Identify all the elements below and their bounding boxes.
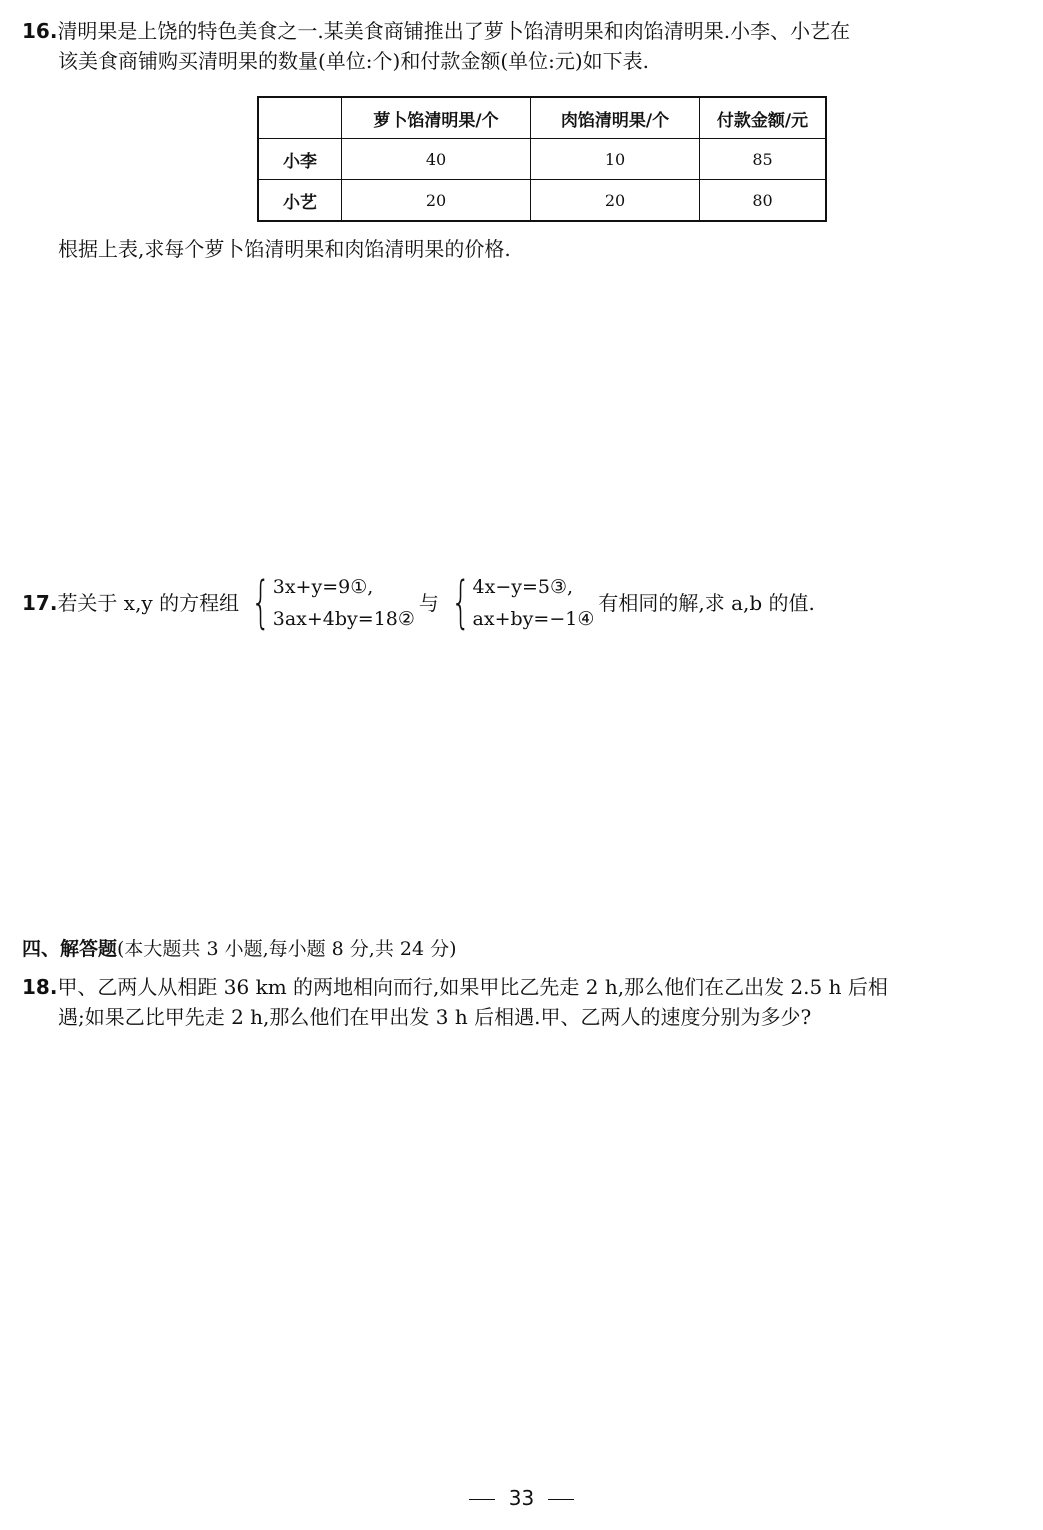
equation-1: 3x+y=9①,: [272, 576, 374, 598]
section-note: (本大题共 3 小题,每小题 8 分,共 24 分): [117, 938, 457, 960]
table-cell: 20: [342, 180, 531, 222]
page-number: 33: [508, 1486, 535, 1510]
table-cell: 10: [531, 139, 700, 180]
left-brace-icon: {: [251, 570, 271, 635]
dash-icon: [548, 1499, 574, 1500]
question-18-line-2: 遇;如果乙比甲先走 2 h,那么他们在甲出发 3 h 后相遇.甲、乙两人的速度分别为多少?: [58, 1005, 812, 1029]
question-number: 16.: [22, 19, 58, 43]
question-16-line-2: 该美食商铺购买清明果的数量(单位:个)和付款金额(单位:元)如下表.: [58, 49, 650, 73]
question-16-ask: 根据上表,求每个萝卜馅清明果和肉馅清明果的价格.: [58, 237, 511, 261]
equation-4: ax+by=−1④: [472, 608, 595, 630]
purchase-table: [257, 96, 827, 222]
table-header-row: [258, 97, 826, 139]
question-number: 18.: [22, 975, 58, 999]
table-cell: 85: [700, 139, 827, 180]
equation-3: 4x−y=5③,: [472, 576, 574, 598]
table-header-cell: [258, 97, 342, 139]
page-footer: [0, 1486, 1043, 1510]
table-header-cell: 萝卜馅清明果/个: [342, 97, 531, 139]
table-row: [258, 139, 826, 180]
question-text: 甲、乙两人从相距 36 km 的两地相向而行,如果甲比乙先走 2 h,那么他们在乙出发 2.5 h 后相: [57, 975, 888, 999]
question-18: [22, 972, 1023, 1032]
question-16: [22, 16, 1023, 76]
table-cell: 20: [531, 180, 700, 222]
equation-system-1: [243, 571, 415, 635]
table-row: [258, 180, 826, 222]
table-header-cell: 肉馅清明果/个: [531, 97, 700, 139]
dash-icon: [469, 1499, 495, 1500]
table-cell: 40: [342, 139, 531, 180]
left-brace-icon: {: [450, 570, 471, 635]
question-text: 清明果是上饶的特色美食之一.某美食商铺推出了萝卜馅清明果和肉馅清明果.小李、小艺在: [57, 19, 851, 43]
question-17: [22, 566, 1023, 640]
section-title: 四、解答题: [22, 938, 118, 960]
row-label: 小艺: [258, 180, 342, 222]
row-label: 小李: [258, 139, 342, 180]
table-header-cell: 付款金额/元: [700, 97, 827, 139]
section-heading: [22, 934, 1023, 964]
question-18-line-1: [22, 972, 1023, 1002]
equation-system-2: [443, 571, 594, 635]
equation-2: 3ax+4by=18②: [272, 608, 415, 630]
question-intro: 若关于 x,y 的方程组: [57, 591, 240, 615]
table-cell: 80: [700, 180, 827, 222]
question-16-line-1: [22, 16, 1023, 46]
connector-text: 与: [418, 591, 439, 615]
question-number: 17.: [22, 591, 58, 615]
question-tail: 有相同的解,求 a,b 的值.: [598, 591, 815, 615]
